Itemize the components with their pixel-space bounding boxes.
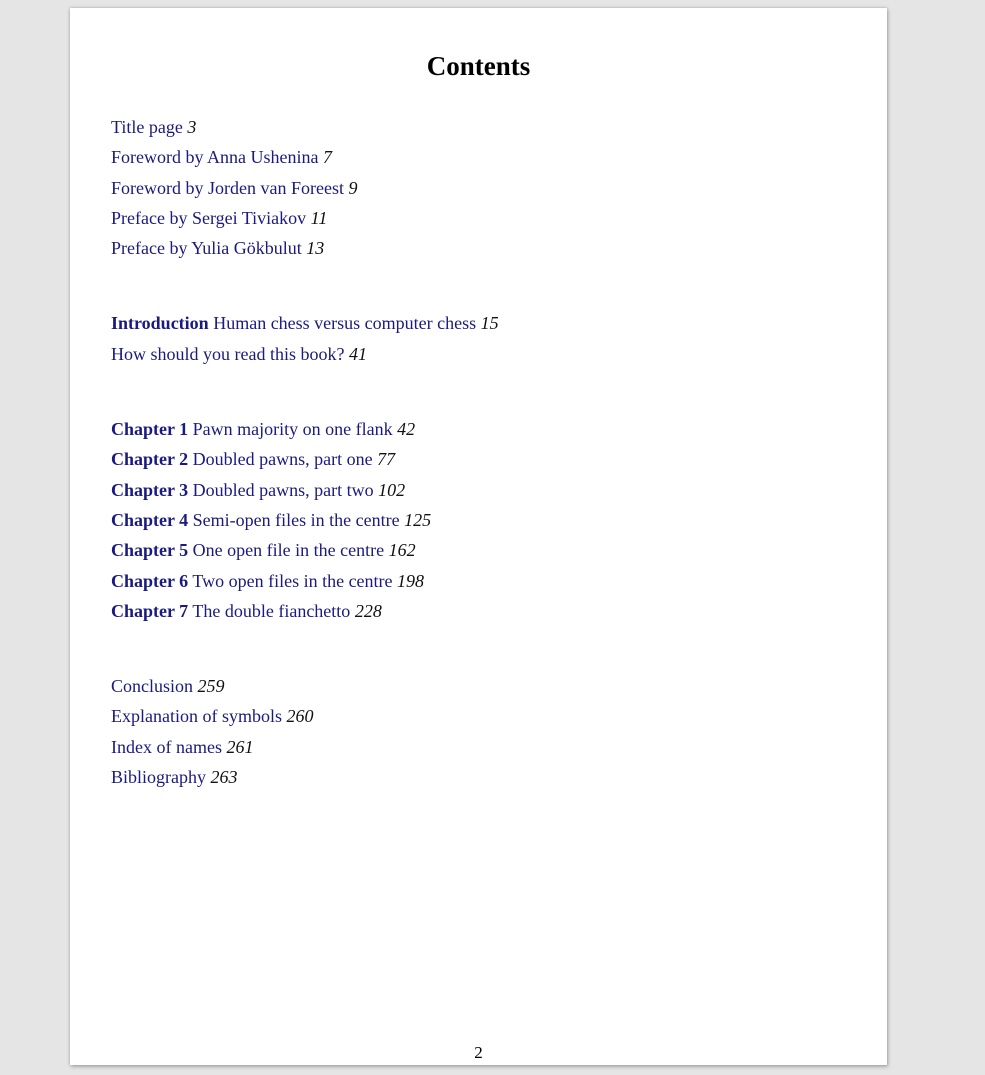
toc-entry-link[interactable] xyxy=(111,112,499,142)
page-title: Contents xyxy=(426,51,531,81)
toc-entry-page-number: 42 xyxy=(397,419,416,440)
toc-entry-link[interactable] xyxy=(111,505,499,535)
toc-entry-link[interactable] xyxy=(111,308,499,338)
toc-entry-link[interactable] xyxy=(111,339,499,369)
toc-entry-page-number: 11 xyxy=(310,207,328,228)
toc-entry-page-number: 13 xyxy=(306,238,325,259)
toc-entry-link[interactable] xyxy=(111,762,499,792)
toc-entry-link[interactable] xyxy=(111,142,499,172)
toc-entry-title: Conclusion xyxy=(111,676,194,697)
toc-entry-page-number: 7 xyxy=(322,147,332,168)
toc-entry-page-number: 228 xyxy=(354,600,382,621)
toc-entry-title: How should you read this book? xyxy=(111,343,345,364)
toc-entry-title: Foreword by Jorden van Foreest xyxy=(111,177,344,198)
toc-entry-page-number: 9 xyxy=(348,177,358,198)
toc-entry-page-number: 77 xyxy=(377,449,396,470)
toc-entry-title: Doubled pawns, part one xyxy=(192,449,373,470)
table-of-contents xyxy=(111,112,499,837)
toc-entry-prefix: Chapter 1 xyxy=(111,419,189,440)
toc-entry-page-number: 259 xyxy=(197,676,225,697)
toc-entry-page-number: 260 xyxy=(286,706,314,727)
toc-entry-page-number: 102 xyxy=(378,479,406,500)
toc-entry-link[interactable] xyxy=(111,173,499,203)
toc-entry-page-number: 261 xyxy=(226,736,254,757)
toc-entry-title: Semi-open files in the centre xyxy=(192,509,400,530)
toc-entry-title: Two open files in the centre xyxy=(192,570,393,591)
toc-group xyxy=(111,414,499,626)
toc-entry-page-number: 162 xyxy=(388,540,416,561)
toc-entry-title: Pawn majority on one flank xyxy=(192,419,393,440)
toc-entry-page-number: 41 xyxy=(348,343,367,364)
toc-entry-prefix: Chapter 5 xyxy=(111,540,189,561)
toc-entry-prefix: Chapter 6 xyxy=(111,570,189,591)
toc-entry-title: The double fianchetto xyxy=(192,600,351,621)
toc-entry-prefix: Chapter 2 xyxy=(111,449,189,470)
toc-entry-title: Explanation of symbols xyxy=(111,706,282,727)
toc-entry-link[interactable] xyxy=(111,444,499,474)
toc-entry-link[interactable] xyxy=(111,732,499,762)
toc-entry-title: Preface by Yulia Gökbulut xyxy=(111,238,302,259)
toc-entry-title: Bibliography xyxy=(111,767,206,788)
toc-entry-link[interactable] xyxy=(111,414,499,444)
toc-entry-title: Foreword by Anna Ushenina xyxy=(111,147,319,168)
toc-entry-link[interactable] xyxy=(111,203,499,233)
page-number: 2 xyxy=(474,1043,483,1062)
toc-entry-title: One open file in the centre xyxy=(192,540,385,561)
toc-entry-title: Human chess versus computer chess xyxy=(213,313,477,334)
toc-entry-link[interactable] xyxy=(111,701,499,731)
toc-entry-page-number: 198 xyxy=(397,570,425,591)
toc-entry-page-number: 15 xyxy=(480,313,499,334)
toc-entry-title: Doubled pawns, part two xyxy=(192,479,374,500)
toc-entry-title: Preface by Sergei Tiviakov xyxy=(111,207,307,228)
toc-entry-link[interactable] xyxy=(111,475,499,505)
toc-entry-prefix: Chapter 3 xyxy=(111,479,189,500)
toc-entry-prefix: Chapter 4 xyxy=(111,509,189,530)
document-page xyxy=(70,8,887,1065)
toc-entry-link[interactable] xyxy=(111,233,499,263)
toc-entry-prefix: Introduction xyxy=(111,313,209,334)
toc-entry-link[interactable] xyxy=(111,671,499,701)
toc-group xyxy=(111,308,499,369)
toc-entry-page-number: 263 xyxy=(210,767,238,788)
toc-entry-prefix: Chapter 7 xyxy=(111,600,189,621)
toc-group xyxy=(111,112,499,263)
toc-entry-page-number: 3 xyxy=(187,117,197,137)
toc-entry-title: Index of names xyxy=(111,736,222,757)
toc-entry-title: Title page xyxy=(111,117,183,137)
toc-group xyxy=(111,671,499,792)
toc-entry-link[interactable] xyxy=(111,535,499,565)
toc-entry-page-number: 125 xyxy=(404,509,432,530)
toc-entry-link[interactable] xyxy=(111,596,499,626)
toc-entry-link[interactable] xyxy=(111,566,499,596)
